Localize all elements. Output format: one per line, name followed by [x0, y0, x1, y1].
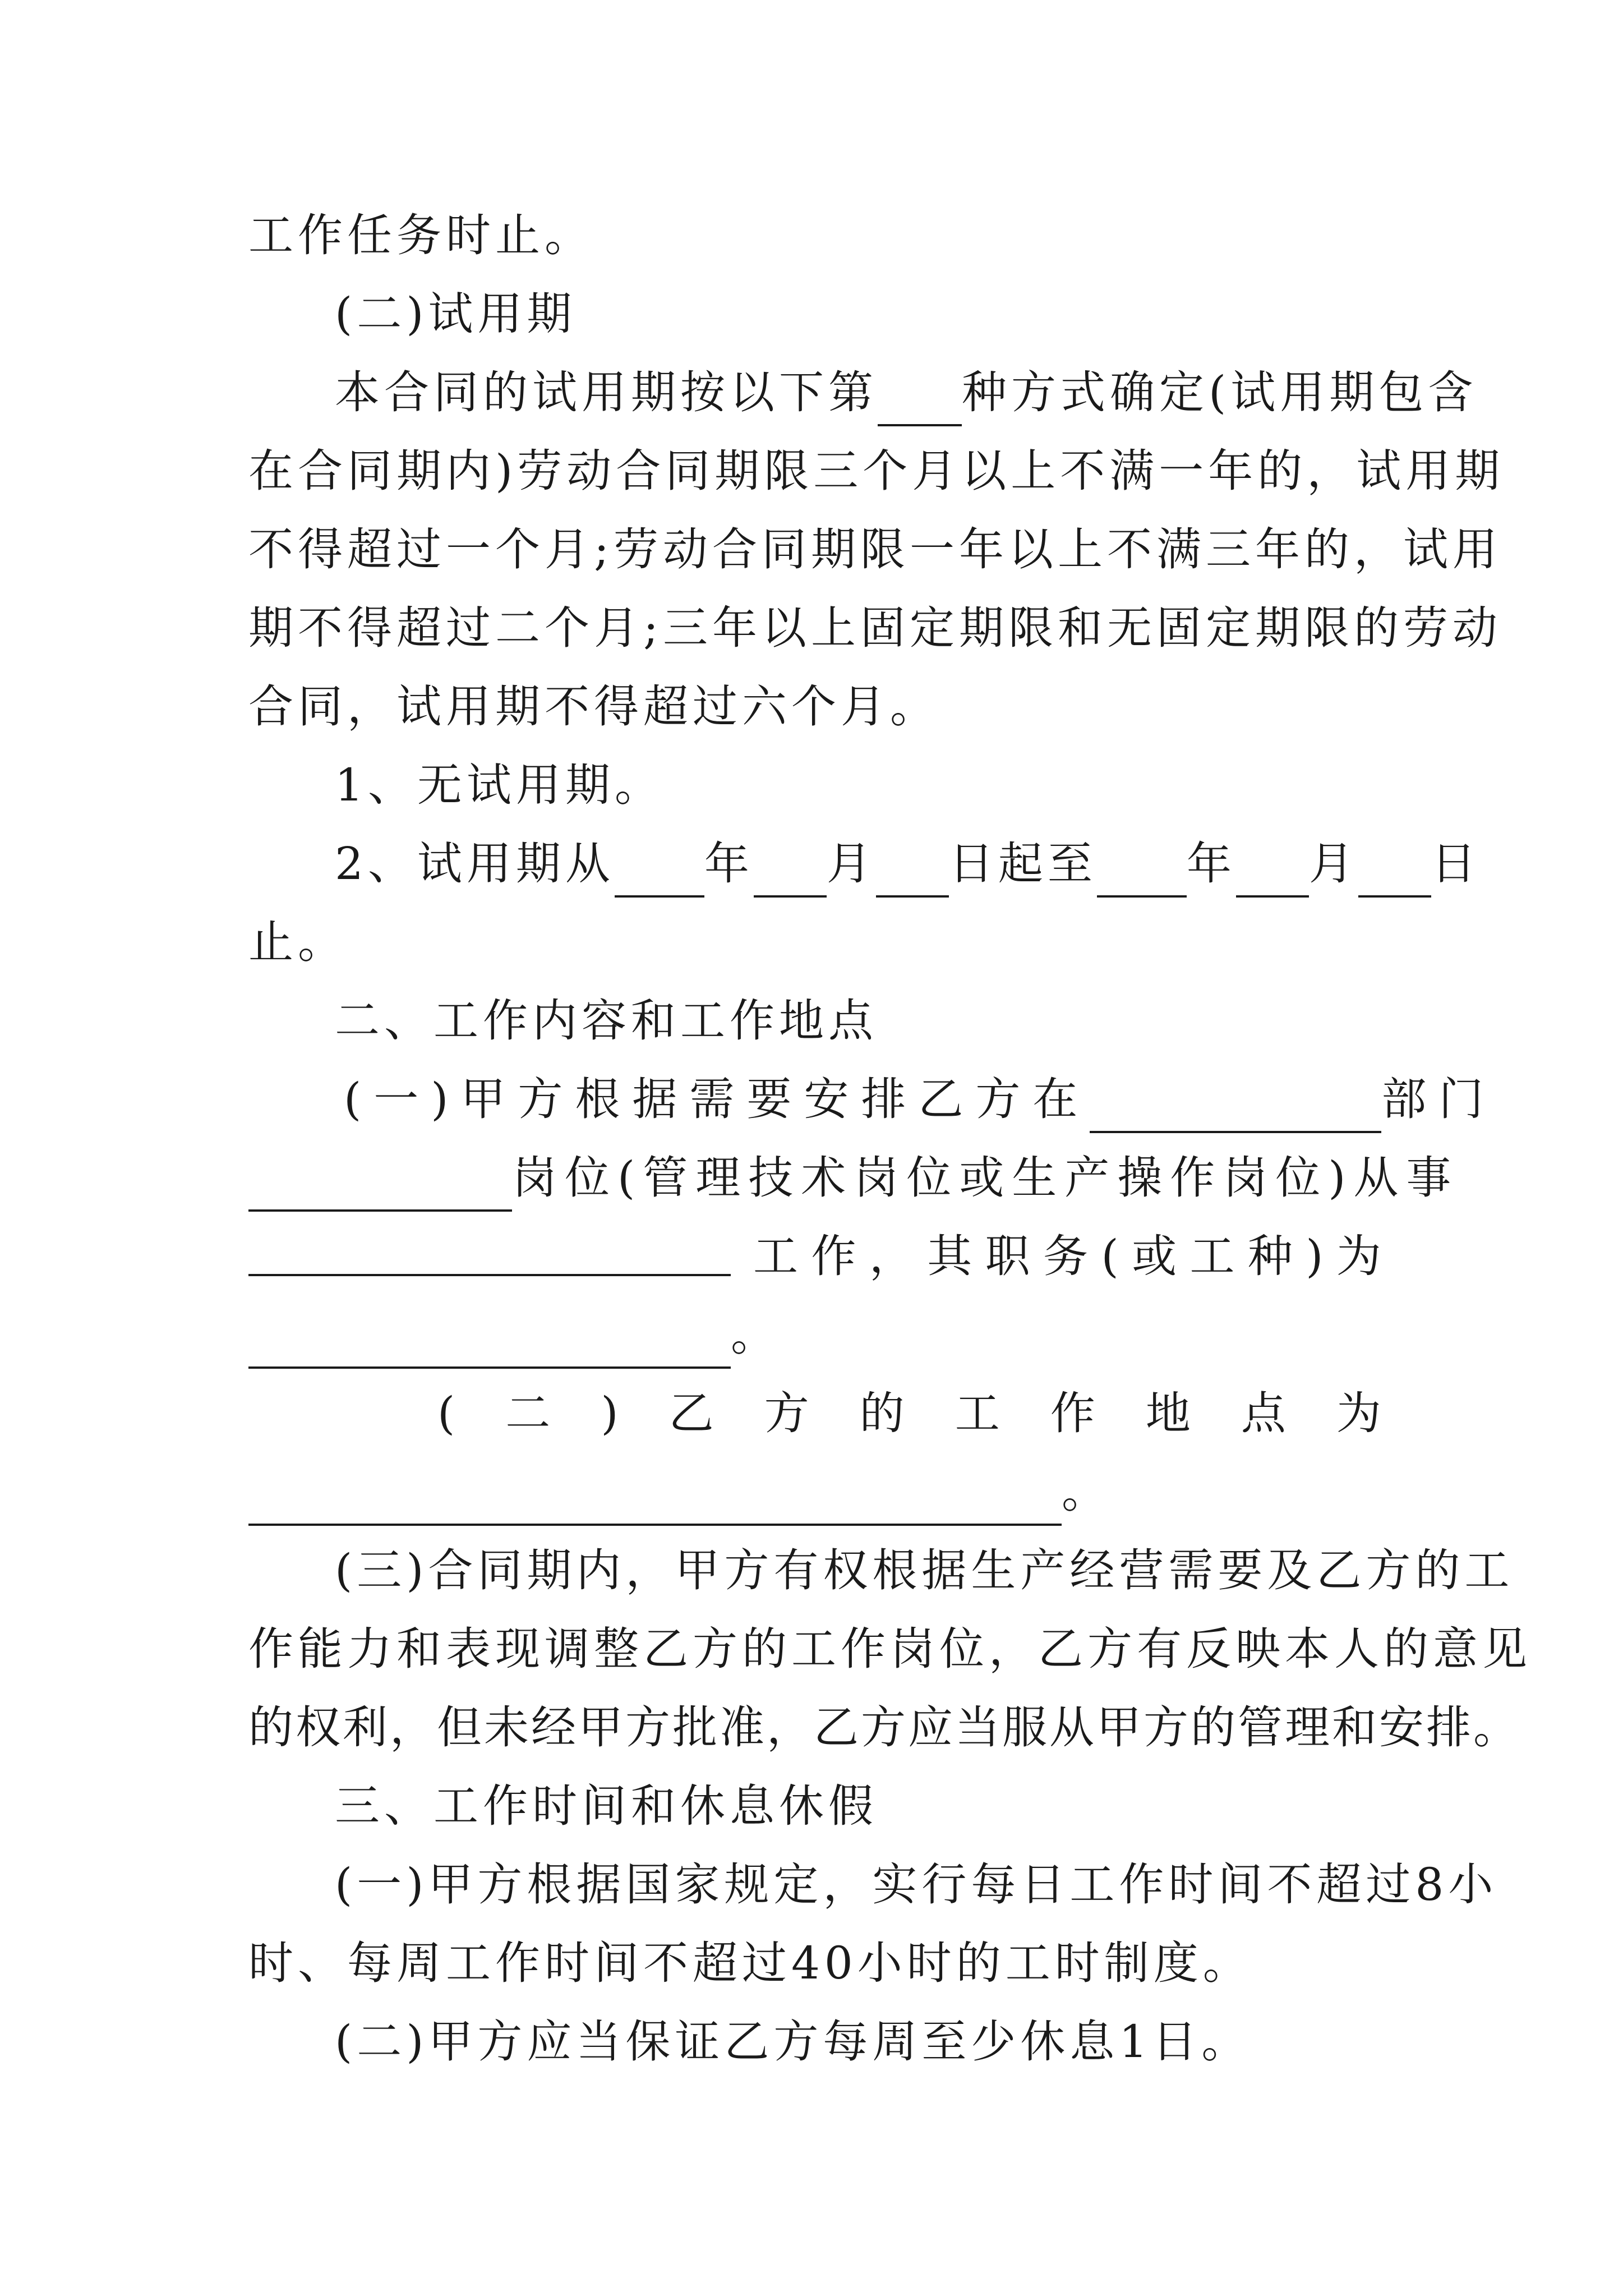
section-heading-work — [335, 987, 1381, 1055]
position-blank[interactable] — [248, 1170, 512, 1212]
line-text: 不得超过一个月;劳动合同期限一年以上不满三年的，试用 — [248, 523, 1502, 576]
department-blank[interactable] — [1090, 1092, 1381, 1133]
line-text: 。 — [731, 1309, 780, 1361]
char: 其 — [927, 1230, 972, 1282]
line-text: 1、无试用期。 — [335, 759, 664, 811]
line-text: (一)甲方根据需要安排乙方在 — [344, 1073, 1090, 1125]
char: 作 — [1050, 1387, 1095, 1439]
text-line — [344, 1066, 1496, 1133]
char: 为 — [1336, 1230, 1381, 1282]
line-text: 。 — [1062, 1466, 1111, 1518]
line-text: 二、工作内容和工作地点 — [335, 995, 878, 1047]
char: 工 — [753, 1230, 798, 1282]
line-text: 的权利，但未经甲方批准，乙方应当服从甲方的管理和安排。 — [248, 1701, 1520, 1754]
text-line — [335, 2008, 1381, 2076]
char: 乙 — [668, 1387, 714, 1439]
char: 或 — [1132, 1230, 1177, 1282]
text-line — [248, 1458, 1381, 1526]
text-line — [248, 673, 1381, 740]
text-line — [248, 1144, 1459, 1212]
char: 务 — [1043, 1230, 1089, 1282]
line-text: 工作任务时止。 — [248, 209, 594, 261]
day-blank[interactable] — [1358, 856, 1431, 898]
list-item — [335, 752, 1381, 819]
char: 为 — [1336, 1387, 1381, 1439]
char: 方 — [764, 1387, 809, 1439]
text-line — [248, 516, 1502, 583]
char: 种 — [1247, 1230, 1293, 1282]
line-text: 本合同的试用期按以下第 — [335, 366, 878, 418]
text-line — [248, 1694, 1520, 1761]
justified-text — [437, 1380, 1381, 1447]
line-text: 在合同期内)劳动合同期限三个月以上不满一年的，试用期 — [248, 445, 1505, 497]
justified-text — [753, 1223, 1381, 1290]
line-text: (二)试用期 — [335, 288, 577, 340]
line-text: 时、每周工作时间不超过40小时的工时制度。 — [248, 1937, 1252, 1989]
day-blank[interactable] — [876, 856, 949, 898]
line-text: 2、试用期从 — [335, 838, 615, 890]
work-location-blank[interactable] — [248, 1484, 1062, 1526]
year-blank[interactable] — [1097, 856, 1187, 898]
line-text: 年 — [1186, 838, 1236, 890]
line-text: 三、工作时间和休息休假 — [335, 1780, 878, 1832]
char: 的 — [859, 1387, 905, 1439]
char: ) — [601, 1387, 619, 1439]
section-heading-probation — [335, 280, 1381, 348]
line-text: 日 — [1431, 838, 1481, 890]
line-text: 合同，试用期不得超过六个月。 — [248, 680, 939, 733]
job-title-blank[interactable] — [248, 1327, 731, 1369]
line-text: 日起至 — [948, 838, 1097, 890]
month-blank[interactable] — [1236, 856, 1309, 898]
char: 作 — [811, 1230, 856, 1282]
char: ( — [437, 1387, 455, 1439]
text-line — [248, 202, 1381, 269]
char: 点 — [1241, 1387, 1286, 1439]
line-text: 作能力和表现调整乙方的工作岗位，乙方有反映本人的意见 — [248, 1623, 1532, 1675]
text-line — [335, 1537, 1514, 1604]
line-text: 种方式确定(试用期包含 — [962, 366, 1478, 418]
text-line — [335, 1851, 1498, 1918]
text-line — [248, 1223, 1381, 1290]
fill-blank[interactable] — [878, 385, 962, 426]
text-line — [248, 595, 1502, 662]
line-text: 月 — [826, 838, 876, 890]
char: ， — [869, 1230, 914, 1282]
year-blank[interactable] — [615, 856, 704, 898]
month-blank[interactable] — [754, 856, 827, 898]
text-line — [335, 359, 1478, 426]
line-text: 年 — [704, 838, 754, 890]
char: 地 — [1145, 1387, 1191, 1439]
text-line — [248, 909, 1381, 976]
char: ( — [1101, 1230, 1119, 1282]
char: 二 — [505, 1387, 551, 1439]
line-text: (一)甲方根据国家规定，实行每日工作时间不超过8小 — [335, 1858, 1498, 1911]
line-text: 部门 — [1381, 1073, 1496, 1125]
section-heading-hours — [335, 1773, 1381, 1840]
char: 工 — [1189, 1230, 1235, 1282]
char: ) — [1306, 1230, 1324, 1282]
text-line — [248, 438, 1505, 505]
char: 职 — [985, 1230, 1030, 1282]
work-blank[interactable] — [248, 1235, 731, 1276]
line-text: (二)甲方应当保证乙方每周至少休息1日。 — [335, 2016, 1251, 2068]
text-line — [248, 1301, 1381, 1369]
char: 工 — [955, 1387, 1000, 1439]
line-text: (三)合同期内，甲方有权根据生产经营需要及乙方的工 — [335, 1544, 1514, 1596]
line-text: 月 — [1308, 838, 1358, 890]
line-text: 期不得超过二个月;三年以上固定期限和无固定期限的劳动 — [248, 602, 1502, 654]
list-item — [335, 830, 1481, 898]
text-line — [248, 1616, 1532, 1683]
line-text: 止。 — [248, 916, 347, 968]
text-line — [248, 1930, 1381, 1997]
line-text: 岗位(管理技术岗位或生产操作岗位)从事 — [512, 1152, 1459, 1204]
